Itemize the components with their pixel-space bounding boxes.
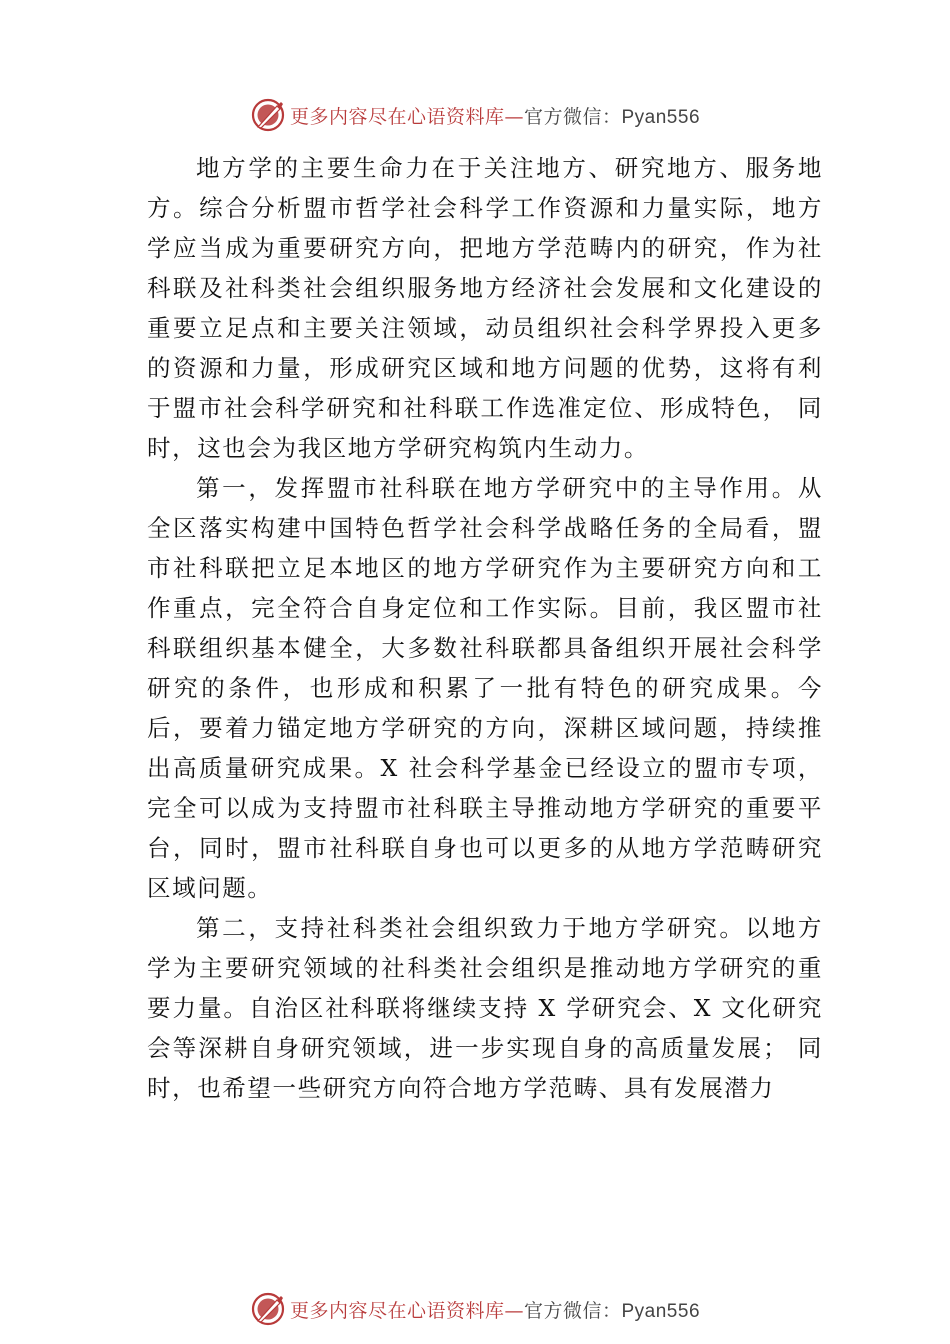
paragraph-intro: 地方学的主要生命力在于关注地方、研究地方、服务地方。综合分析盟市哲学社会科学工作资源和力量实际，地方学应当成为重要研究方向，把地方学范畴内的研究，作为社科联及社科类社会组织服务地方经济社会发展和文化建设的重要立足点和主要关注领域，动员组织社会科学界投入更多的资源和力量，形成研究区域和地方问题的优势，这将有利于盟市社会科学研究和社科联工作选准定位、形成特色， 同时，这也会为我区地方学研究构筑内生动力。	[147, 154, 823, 462]
footer-banner-text	[290, 1296, 700, 1323]
paragraph-first: 第一，发挥盟市社科联在地方学研究中的主导作用。从全区落实构建中国特色哲学社会科学战略任务的全局看，盟市社科联把立足本地区的地方学研究作为主要研究方向和工作重点，完全符合自身定位和工作实际。目前，我区盟市社科联组织基本健全，大多数社科联都具备组织开展社会科学研究的条件，也形成和积累了一批有特色的研究成果。今后，要着力锚定地方学研究的方向，深耕区域问题，持续推出高质量研究成果。X 社会科学基金已经设立的盟市专项，完全可以成为支持盟市社科联主导推动地方学研究的重要平台，同时，盟市社科联自身也可以更多的从地方学范畴研究区域问题。	[147, 474, 823, 902]
header-banner	[0, 95, 950, 135]
header-wechat-id: Pyan556	[621, 106, 701, 128]
header-banner-text	[290, 102, 700, 129]
header-dash: —	[504, 105, 524, 128]
pen-logo-icon	[250, 97, 286, 133]
header-site-text: 更多内容尽在心语资料库	[289, 105, 505, 128]
footer-banner	[0, 1289, 950, 1329]
pen-logo-icon	[250, 1291, 286, 1327]
header-wechat-label: 官方微信：	[523, 105, 622, 128]
footer-wechat-id: Pyan556	[621, 1300, 701, 1322]
paragraph-second: 第二，支持社科类社会组织致力于地方学研究。以地方学为主要研究领域的社科类社会组织是推动地方学研究的重要力量。自治区社科联将继续支持 X 学研究会、X 文化研究会等深耕自身研究领域，进一步实现自身的高质量发展； 同时，也希望一些研究方向符合地方学范畴、具有发展潜力	[147, 914, 823, 1102]
footer-dash: —	[504, 1299, 524, 1322]
document-body	[147, 148, 823, 1108]
footer-site-text: 更多内容尽在心语资料库	[289, 1299, 505, 1322]
footer-wechat-label: 官方微信：	[523, 1299, 622, 1322]
